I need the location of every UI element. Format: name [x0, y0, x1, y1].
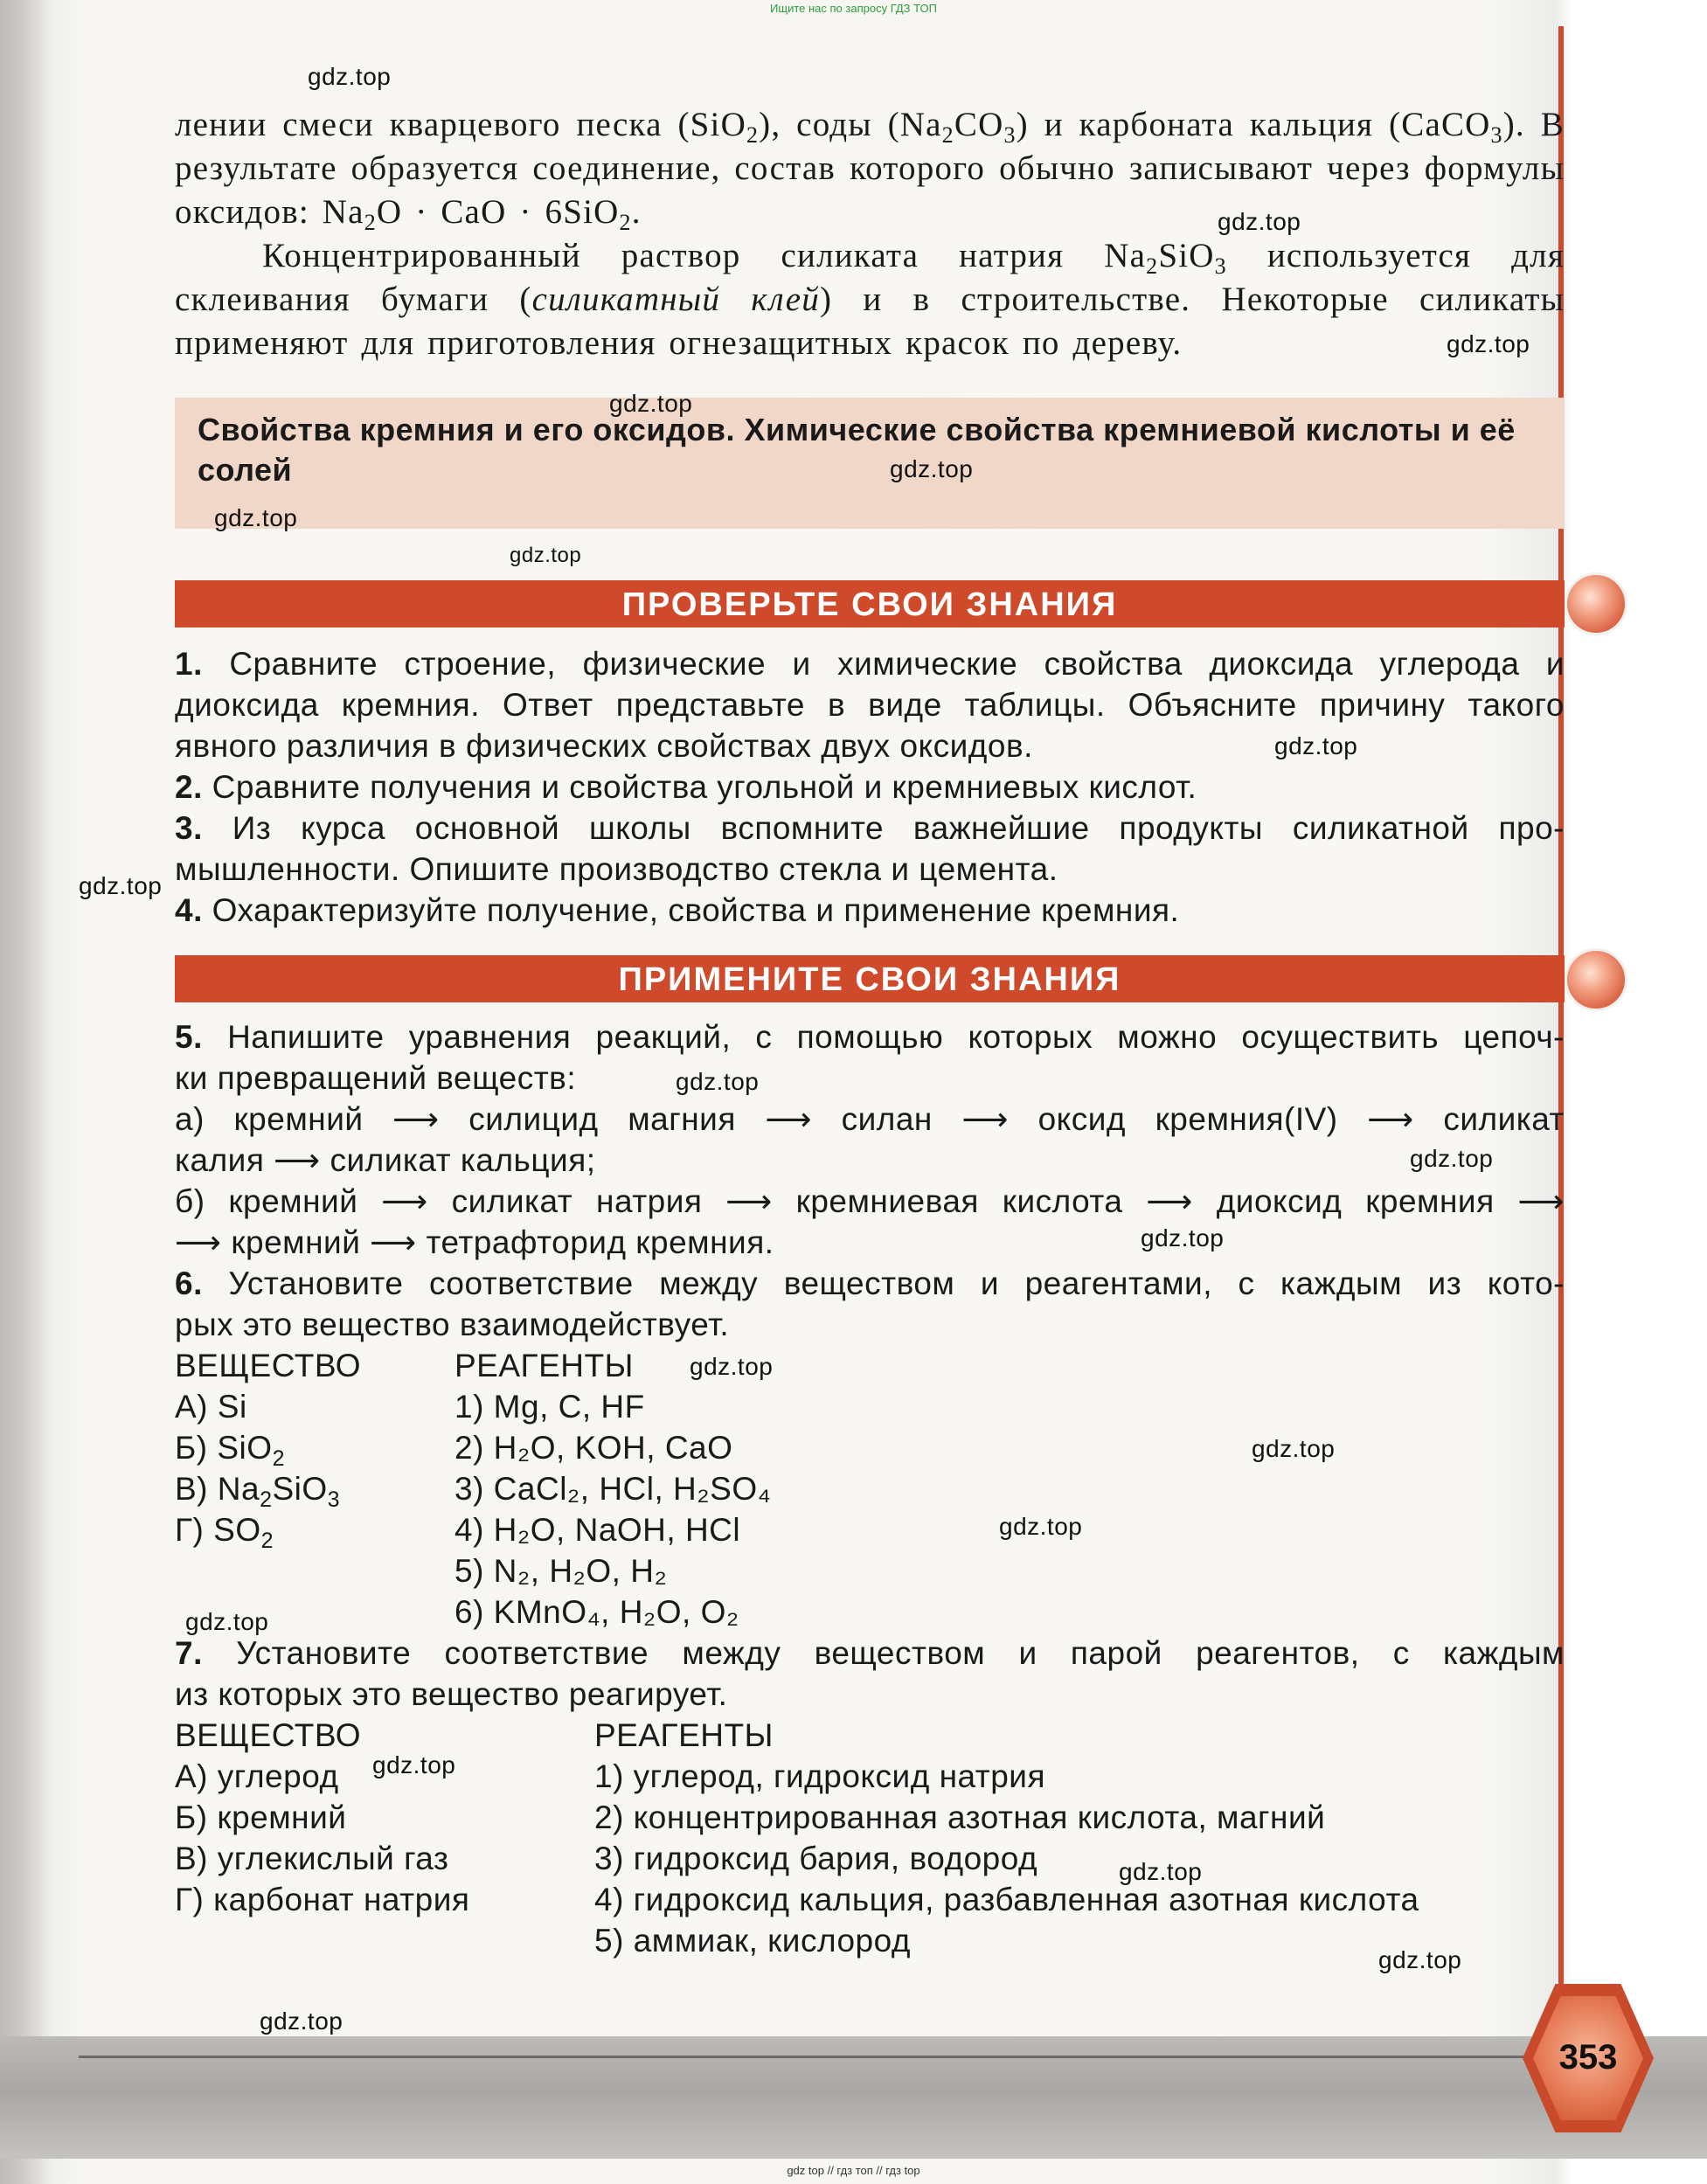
watermark: gdz.top: [890, 455, 974, 482]
watermark: gdz.top: [609, 390, 693, 417]
intro-paragraph-1: лении смеси кварцевого песка (SiO$_2$), соды $(Na_2CO_3)$ и карбоната кальция (CaCO$_3$). В результате образуется соединение, состав которого обычно записывают через формулы оксидов: $Na_2O$ · CaO · 6SiO$_2$.: [175, 106, 1565, 235]
bottom-rule: [79, 2056, 1565, 2058]
watermark: gdz.top: [690, 1353, 774, 1380]
q6-row-5: 5) N₂, H₂O, H₂: [455, 1553, 668, 1589]
check-questions: [175, 643, 1565, 931]
question-4: 4. Охарактеризуйте получение, свойства и применение кремния.: [175, 892, 1180, 928]
footer-link[interactable]: gdz top // гдз топ // гдз top: [787, 2164, 920, 2177]
watermark: gdz.top: [79, 872, 163, 899]
question-1-line-3: явного различия в физических свойствах двух оксидов.: [175, 728, 1033, 764]
reagents-header: РЕАГЕНТЫ: [594, 1717, 774, 1753]
question-1-line-2: диоксида кремния. Ответ представьте в виде таблицы. Объясните причину такого: [175, 687, 1565, 723]
page-gutter-shadow: [0, 0, 52, 2184]
question-6-line-1: 6. Установите соответствие между веществом и реагентами, с каждым из кото-: [175, 1265, 1565, 1301]
section-marker-icon: [1565, 572, 1627, 635]
question-3-line-2: мышленности. Опишите производство стекла и цемента.: [175, 851, 1058, 887]
top-banner[interactable]: Ищите нас по запросу ГДЗ ТОП: [770, 2, 937, 15]
watermark: gdz.top: [1274, 732, 1358, 759]
watermark: gdz.top: [1218, 208, 1301, 235]
summary-box: Свойства кремния и его оксидов. Химические свойства кремниевой кислоты и её солей: [175, 398, 1565, 529]
question-2: 2. Сравните получения и свойства угольной и кремниевых кислот.: [175, 769, 1197, 805]
watermark: gdz.top: [308, 63, 392, 90]
question-7-line-1: 7. Установите соответствие между веществом и парой реагентов, с каждым: [175, 1635, 1565, 1671]
watermark: gdz.top: [1447, 330, 1530, 357]
q6-table-header: [175, 1345, 1565, 1386]
q7-row-4: Г) карбонат натрия 4) гидроксид кальция, разбавленная азотная кислота: [175, 1882, 1419, 1917]
substance-header: ВЕЩЕСТВО: [175, 1348, 362, 1383]
question-5-line-1: 5. Напишите уравнения реакций, с помощью которых можно осуществить цепоч-: [175, 1019, 1565, 1055]
watermark: gdz.top: [260, 2007, 343, 2035]
watermark: gdz.top: [1410, 1145, 1494, 1172]
question-1-line-1: 1. Сравните строение, физические и химические свойства диоксида углерода и: [175, 646, 1565, 682]
question-7-line-2: из которых это вещество реагирует.: [175, 1676, 728, 1712]
question-6-line-2: рых это вещество взаимодействует.: [175, 1307, 730, 1342]
section-title: ПРОВЕРЬТЕ СВОИ ЗНАНИЯ: [621, 586, 1118, 623]
chain-b-line-1: б) кремний ⟶ силикат натрия ⟶ кремниевая кислота ⟶ диоксид кремния ⟶: [175, 1183, 1565, 1219]
watermark: gdz.top: [676, 1068, 760, 1095]
intro-text: [175, 103, 1565, 365]
watermark: gdz.top: [185, 1608, 269, 1635]
apply-questions: [175, 1016, 1565, 1961]
q6-row-2: Б) SiO$_2$ 2) H₂O, KOH, CaO: [175, 1430, 733, 1471]
watermark: gdz.top: [372, 1751, 456, 1778]
chain-a-line-1: а) кремний ⟶ силицид магния ⟶ силан ⟶ оксид кремния(IV) ⟶ силикат: [175, 1101, 1565, 1137]
watermark: gdz.top: [214, 504, 298, 531]
watermark: gdz.top: [1141, 1224, 1225, 1251]
q6-row-4: Г) $SO_2$ 4) H₂O, NaOH, HCl: [175, 1512, 741, 1553]
watermark: gdz.top: [999, 1513, 1083, 1540]
question-5-line-2: ки превращений веществ:: [175, 1060, 577, 1096]
check-knowledge-header: [175, 580, 1565, 627]
q6-row-1: А) Si 1) Mg, C, HF: [175, 1389, 645, 1425]
question-3-line-1: 3. Из курса основной школы вспомните важнейшие продукты силикатной про-: [175, 810, 1565, 846]
q6-row-6: 6) KMnO₄, H₂O, O₂: [455, 1594, 739, 1630]
chain-b-line-2: ⟶ кремний ⟶ тетрафторид кремния.: [175, 1224, 774, 1260]
q7-table-header: [175, 1715, 1565, 1756]
page-bottom-band: [0, 2036, 1707, 2159]
section-marker-icon: [1565, 948, 1627, 1011]
section-title: ПРИМЕНИТЕ СВОИ ЗНАНИЯ: [618, 961, 1121, 998]
q7-row-2: Б) кремний 2) концентрированная азотная кислота, магний: [175, 1799, 1326, 1835]
watermark: gdz.top: [510, 544, 582, 567]
q7-row-1: А) углерод 1) углерод, гидроксид натрия: [175, 1758, 1045, 1794]
apply-knowledge-header: [175, 955, 1565, 1002]
intro-paragraph-2: Концентрированный раствор силиката натрия $Na_2SiO_3$ используется для склеивания бумаги (силикатный клей) и в строительстве. Некоторые силикаты применяют для приготовления огнезащитных красок по дереву.: [175, 237, 1565, 362]
q6-row-3: В) $Na_2SiO_3$ 3) CaCl₂, HCl, H₂SO₄: [175, 1471, 772, 1512]
substance-header: ВЕЩЕСТВО: [175, 1717, 362, 1753]
page-number: 353: [1558, 2038, 1618, 2077]
watermark: gdz.top: [1378, 1946, 1462, 1973]
watermark: gdz.top: [1252, 1435, 1336, 1462]
reagents-header: РЕАГЕНТЫ: [455, 1348, 634, 1383]
q7-row-5: 5) аммиак, кислород: [594, 1923, 911, 1959]
chain-a-line-2: калия ⟶ силикат кальция;: [175, 1142, 596, 1178]
watermark: gdz.top: [1119, 1858, 1203, 1885]
q7-row-3: В) углекислый газ 3) гидроксид бария, водород: [175, 1841, 1038, 1876]
